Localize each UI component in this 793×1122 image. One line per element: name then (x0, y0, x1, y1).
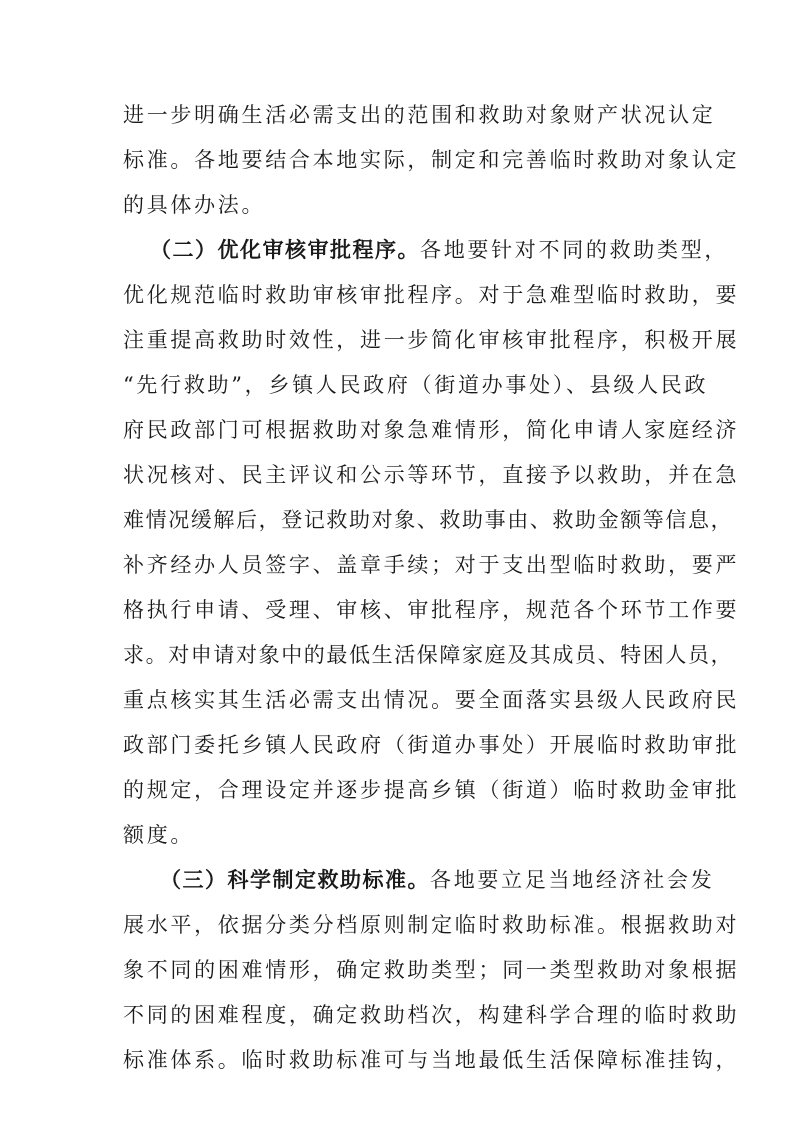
text-line: 进一步明确生活必需支出的范围和救助对象财产状况认定 (123, 103, 716, 127)
text-line: 重点核实其生活必需支出情况。要全面落实县级人民政府民 (123, 688, 740, 712)
text-line: 的具体办法。 (123, 193, 266, 217)
text-line: 状况核对、民主评议和公示等环节，直接予以救助，并在急 (123, 463, 740, 487)
section-3-first-line (160, 866, 714, 894)
text-line: 格执行申请、受理、审核、审批程序，规范各个环节工作要 (123, 598, 740, 622)
text-line: 政部门委托乡镇人民政府（街道办事处）开展临时救助审批 (123, 733, 740, 757)
section-2-first-line-text: 各地要针对不同的救助类型， (420, 238, 729, 262)
section-2-first-line (150, 236, 728, 264)
text-line: 补齐经办人员签字、盖章手续；对于支出型临时救助，要严 (123, 553, 740, 577)
text-line: 不同的困难程度，确定救助档次，构建科学合理的临时救助 (123, 1003, 740, 1027)
section-3-first-line-text: 各地要立足当地经济社会发 (430, 868, 715, 892)
text-line: “先行救助”，乡镇人民政府（街道办事处）、县级人民政 (123, 373, 709, 397)
text-line: 求。对申请对象中的最低生活保障家庭及其成员、特困人员， (123, 643, 734, 667)
section-3-heading: （三）科学制定救助标准。 (160, 867, 430, 892)
text-line: 标准体系。临时救助标准可与当地最低生活保障标准挂钩， (123, 1048, 740, 1072)
text-line: 展水平，依据分类分档原则制定临时救助标准。根据救助对 (123, 913, 740, 937)
text-line: 难情况缓解后，登记救助对象、救助事由、救助金额等信息， (123, 508, 734, 532)
text-line: 象不同的困难情形，确定救助类型；同一类型救助对象根据 (123, 958, 740, 982)
text-line: 额度。 (123, 823, 195, 847)
text-line: 注重提高救助时效性，进一步简化审核审批程序，积极开展 (123, 328, 740, 352)
text-line: 标准。各地要结合本地实际，制定和完善临时救助对象认定 (123, 148, 740, 172)
text-line: 的规定，合理设定并逐步提高乡镇（街道）临时救助金审批 (123, 778, 740, 802)
text-line: 府民政部门可根据救助对象急难情形，简化申请人家庭经济 (123, 418, 740, 442)
text-line: 优化规范临时救助审核审批程序。对于急难型临时救助，要 (123, 283, 740, 307)
section-2-heading: （二）优化审核审批程序。 (150, 237, 420, 262)
